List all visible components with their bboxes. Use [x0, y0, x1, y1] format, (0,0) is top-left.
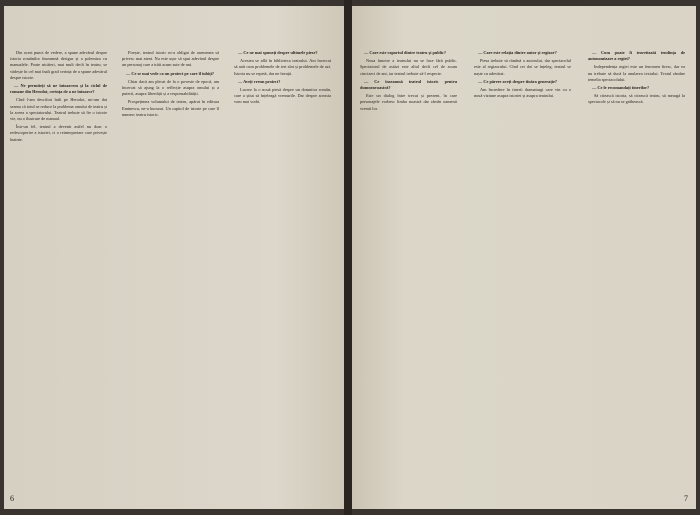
interview-question: — Ne permiteți să ne întoarcem și la ciclul de romane din Herodot, cerința de a ne întoarce?	[10, 83, 107, 95]
interview-question: — Ce înseamnă teatrul istoric pentru dumneavoastră?	[360, 78, 457, 91]
paragraph: Din acest punct de vedere, a spune adevărul despre istoria românilor înseamnă desigur și a polemiza cu manualele. Poate nicăieri, mai mult decît în teatru, se vădește în cel mai înalt grad cerința de a spune adevărul despre istorie.	[10, 50, 107, 80]
paragraph: Firește, teatrul istoric m-a obligat de asemenea să privesc mai atent. Nu este ușor să spui adevărul despre un personaj care a trăit acum sute de ani.	[122, 50, 219, 68]
right-column-2	[474, 50, 571, 490]
interview-question: — Ce se mai vede ca un proiect pe care îl iubiți?	[126, 70, 215, 76]
paragraph: Chiar dacă am plecat de la o poveste de epocă, am încercat să ajung la o reflecție asupra omului și a puterii, asupra libertății și a responsabilității.	[122, 78, 219, 97]
page-number-right: 7	[684, 494, 688, 503]
left-page	[4, 6, 344, 509]
interview-question: — Care este raportul dintre teatru și public?	[364, 50, 447, 55]
interview-question: — Care este relația dintre autor și regizor?	[478, 50, 557, 55]
right-column-3	[588, 50, 685, 490]
page-number-left: 6	[10, 494, 14, 503]
interview-question: — Ce părere aveți despre tînăra generație?	[478, 78, 557, 84]
paragraph: Este un dialog între trecut și prezent, în care personajele vorbesc limba noastră dar rămîn oamenii vremii lor.	[360, 93, 457, 111]
left-column-2	[122, 50, 219, 490]
interview-question: — Cum poate fi teoretizată tendința de autonomizare a regiei?	[588, 50, 685, 62]
paragraph: Prospețimea volumului de teatru, apărut în editura Eminescu, ne-a bucurat. Un capitol de istorie pe care îl numesc teatru istoric.	[122, 99, 219, 117]
paragraph: Acestea se află în biblioteca teatrului. Am încercat să arăt cum problemele de ieri sînt și problemele de azi. Istoria nu se repetă, dar ne învață.	[234, 58, 331, 76]
paragraph: Independența regiei este un fenomen firesc, dar ea nu trebuie să ducă la anularea textului. Textul rămîne temelia spectacolului.	[588, 64, 685, 82]
paragraph: Lucrez la o nouă piesă despre un domnitor român, care a știut să înțeleagă vremurile. Dar despre aceasta vom mai vorbi.	[234, 87, 331, 105]
right-page	[352, 6, 696, 509]
paragraph: Cînd l-am descifrat întîi pe Herodot, mi-am dat seama că totul se reduce la problema omului de teatru și la aceea a spectatorului. Teatrul trebuie să fie o istorie vie, nu o ilustrare de manual.	[10, 97, 107, 122]
paragraph: Într-un fel, teatrul a devenit astfel nu doar o redescoperire a istoriei, ci o reinterpretare care privește înainte.	[10, 124, 107, 142]
paragraph: Să citească istoria, să citească teatru, să meargă la spectacole și să nu se grăbească.	[588, 93, 685, 105]
book-gutter	[344, 0, 352, 515]
left-column-1	[10, 50, 107, 490]
interview-question: — Ce le recomandați tinerilor?	[592, 85, 650, 91]
left-column-3	[234, 50, 331, 490]
interview-question: — Aveți vreun proiect?	[238, 78, 281, 84]
paragraph: Piesa trebuie să rămînă a autorului, dar spectacolul este al regizorului. Cînd cei doi se înțeleg, teatrul se naște cu adevărat.	[474, 58, 571, 76]
right-column-1	[360, 50, 457, 490]
interview-question: — Ce ne mai spuneți despre ultimele piese?	[238, 50, 318, 55]
paragraph: Am încredere în tinerii dramaturgi care vin cu o nouă viziune asupra istoriei și asupra teatrului.	[474, 87, 571, 99]
paragraph: Noua înnoire a teatrului nu se face fără public. Spectatorul de astăzi este altul decît cel de acum cincizeci de ani, iar teatrul trebuie să-l respecte.	[360, 58, 457, 76]
